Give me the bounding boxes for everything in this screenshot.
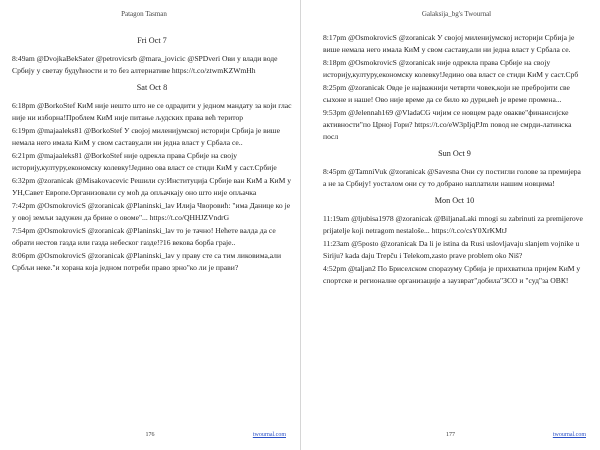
right-page — [300, 0, 600, 450]
tweet-entry: 9:53pm @Jelennah169 @VladaCG чијим се новцем раде овакве"финансијске активности"по Црној Гори? https://t.co/eW3pIjqPJm повод не смрди-латинска посл — [323, 108, 572, 141]
left-footer — [0, 432, 300, 442]
tweet-entry: 6:32pm @zoranicak @Misakovacevic Решили су:Институција Србије ван КиМ а КиМ у УН,Савет Европе.Организовали су моћ да опљачкају оно што није опљачка — [12, 176, 292, 197]
page-number: 177 — [446, 432, 455, 438]
tweet-entry: 8:45pm @TamniVuk @zoranicak @Savesna Они су постигли головe за премијера а не за Србију! уосталом они су то добрaно наплатили нашим новцима! — [323, 167, 581, 188]
tweet-entry: 8:06pm @OsmokrovicS @zoranicak @Planinski_lav у праву сте са тим ликовима,али Србљи неке."и хорана која једном потреби право зрно"ко ли је прави? — [12, 251, 282, 272]
tweet-entry: 11:19am @ljubisa1978 @zoranicak @BiljanaLaki mnogi su zabrinuti za premijerove prijatelje koji netragom nestaloše... https://t.co/csY0XrKMtJ — [323, 214, 583, 235]
site-link[interactable]: twournal.com — [252, 432, 286, 438]
tweet-entry: 4:52pm @taljan2 По Бриселском споразуму Србија је прихватила пријем КиМ у спортске и регионалне организације а заузврат"добила"ЗСО и "суд"за ОВК! — [323, 264, 581, 285]
right-page-content — [323, 32, 586, 288]
tweet-entry: 6:21pm @majaaleks81 @BorkoStef није одрекла права Србије на своју историју,културу,економску колевку!Једино ова власт се стиди КиМ у саст.Србије — [12, 151, 277, 172]
right-running-header: Galaksija_bg's Twournal — [421, 10, 492, 18]
site-link[interactable]: twournal.com — [552, 432, 586, 438]
left-page-content — [12, 30, 292, 275]
page-number: 176 — [145, 432, 155, 438]
date-heading: Mon Oct 10 — [434, 196, 475, 205]
tweet-entry: 8:17pm @OsmokrovicS @zoranicak У својој миленијумској историји Србија је више немала него имала КиМ у свом саставу,али ни једна власт у Србала се. — [323, 33, 575, 54]
right-footer — [301, 432, 600, 442]
date-heading: Fri Oct 7 — [137, 36, 167, 45]
tweet-entry: 6:18pm @BorkoStef КиМ није нешто што не се одрадити у једном мандату за који глас није ни изборна!Проблем КиМ није питање људских права већ територ — [12, 101, 292, 122]
left-running-header: Patagon Tasman — [121, 10, 167, 18]
tweet-entry: 8:25pm @zoranicak Овде је најважнији четврти човек,који не преброjити све сыхоне и наше! Ово није време да се било ко дури,већ је време промена... — [323, 83, 570, 104]
tweet-entry: 7:54pm @OsmokrovicS @zoranicak @Planinski_lav то је тачно! Нећете валда да се обрати нестов газда или газда небеског газде!?16 векова борба граје.. — [12, 226, 276, 247]
date-heading: Sat Oct 8 — [136, 83, 168, 92]
tweet-entry: 6:19pm @majaaleks81 @BorkoStef У својој милениjумској историји Србија је више немала него имала КиМ у свом саставу,али ни једна власт у Србала се.. — [12, 126, 280, 147]
date-heading: Sun Oct 9 — [438, 149, 471, 158]
tweet-entry: 7:42pm @OsmokrovicS @zoranicak @Planinski_lav Илија Чворовић: "има Данице ко је у овој земљи задужен да брине о овоме"... https://t.co/QHHJZVndrG — [12, 201, 291, 222]
tweet-entry: 11:23am @5posto @zoranicak Da li je istina da Rusi uslovljavaju slanjem vojnike u Siriju? kada daju Trepču i Telekom,zasto prave problem oko Niš? — [323, 239, 580, 260]
tweet-entry: 8:49am @DvojkaBekSater @petrovicsrb @mara_jovicic @SPDveri Ови у влади воде Србију у светау будућности и то без алтернативе https://t.co/ztwmKZWmHh — [12, 54, 278, 75]
tweet-entry: 8:18pm @OsmokrovicS @zoranicak није одрекла права Србије на своју историју,културу,економску колевку!Једино ова власт се стиди КиМ у саст.Срб — [323, 58, 579, 79]
